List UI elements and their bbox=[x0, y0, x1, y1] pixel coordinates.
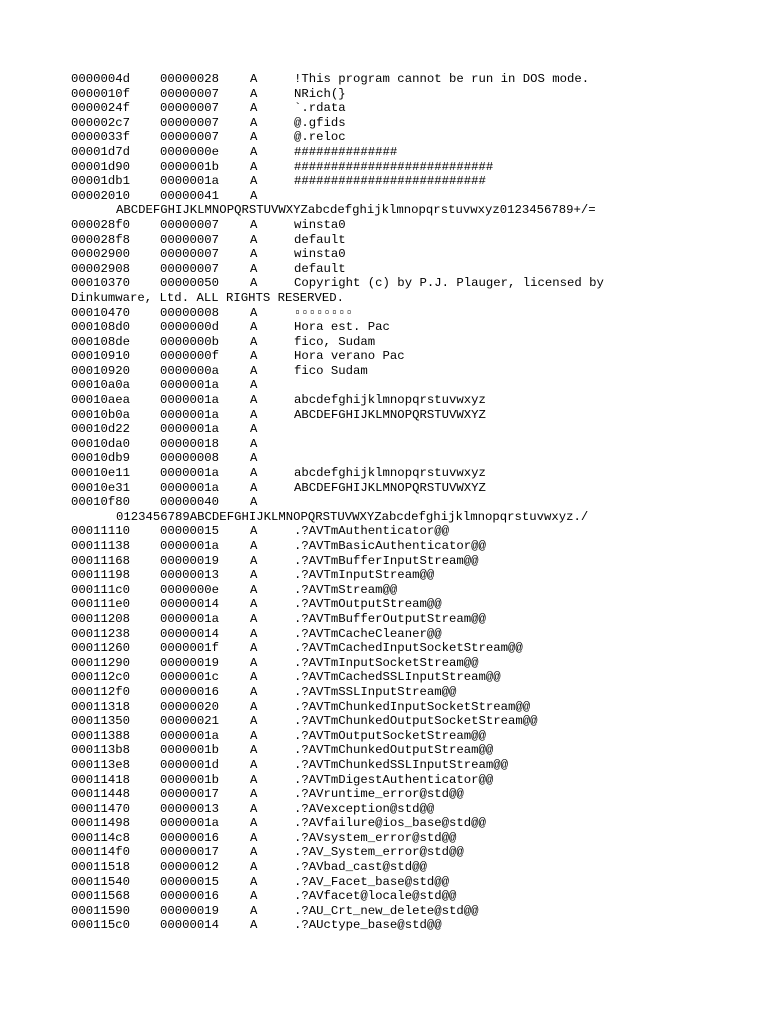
string-text: `.rdata bbox=[294, 101, 346, 116]
string-continuation-line: Dinkumware, Ltd. ALL RIGHTS RESERVED. bbox=[71, 290, 345, 305]
string-text: .?AV_Facet_base@std@@ bbox=[294, 874, 449, 889]
string-entry-row bbox=[71, 408, 751, 423]
string-entry-row bbox=[71, 875, 751, 890]
string-text: .?AU_Crt_new_delete@std@@ bbox=[294, 903, 479, 918]
string-offset: 00011198 bbox=[71, 568, 131, 583]
string-length: 0000001a bbox=[160, 422, 220, 437]
string-length: 0000000f bbox=[160, 349, 220, 364]
string-continuation-line: 0123456789ABCDEFGHIJKLMNOPQRSTUVWXYZabcdefghijklmnopqrstuvwxyz./ bbox=[116, 509, 589, 524]
string-text: !This program cannot be run in DOS mode. bbox=[294, 72, 590, 86]
string-text: .?AVTmChunkedInputSocketStream@@ bbox=[294, 699, 531, 714]
string-offset: 00010e31 bbox=[71, 480, 131, 495]
string-offset: 00010d22 bbox=[71, 422, 131, 437]
string-offset: 00011498 bbox=[71, 816, 131, 831]
string-entry-row bbox=[71, 437, 751, 452]
string-text: ########################### bbox=[294, 159, 494, 174]
string-length: 00000007 bbox=[160, 101, 220, 116]
string-offset: 00010370 bbox=[71, 276, 131, 291]
string-length: 00000019 bbox=[160, 553, 220, 568]
string-length: 00000017 bbox=[160, 787, 220, 802]
string-length: 00000008 bbox=[160, 305, 220, 320]
string-length: 00000007 bbox=[160, 232, 220, 247]
string-length: 00000016 bbox=[160, 684, 220, 699]
string-offset: 00011518 bbox=[71, 860, 131, 875]
string-type: A bbox=[250, 655, 258, 670]
string-entry-row bbox=[71, 904, 751, 919]
string-offset: 00010920 bbox=[71, 363, 131, 378]
string-entry-row bbox=[71, 656, 751, 671]
string-text: .?AVTmBufferOutputStream@@ bbox=[294, 611, 486, 626]
string-text: Hora verano Pac bbox=[294, 349, 405, 364]
string-length: 00000016 bbox=[160, 889, 220, 904]
string-entry-row bbox=[71, 583, 751, 598]
string-text: .?AVTmInputStream@@ bbox=[294, 568, 435, 583]
string-text: .?AVTmDigestAuthenticator@@ bbox=[294, 772, 494, 787]
string-type: A bbox=[250, 582, 258, 597]
string-text: .?AVfacet@locale@std@@ bbox=[294, 889, 457, 904]
string-entry-row bbox=[71, 758, 751, 773]
string-text: default bbox=[294, 261, 346, 276]
string-offset: 00011110 bbox=[71, 524, 131, 539]
string-entry-row bbox=[71, 495, 751, 510]
string-entry-row bbox=[71, 189, 751, 204]
string-entry-row bbox=[71, 145, 751, 160]
string-length: 00000012 bbox=[160, 860, 220, 875]
string-type: A bbox=[250, 597, 258, 612]
string-length: 00000014 bbox=[160, 597, 220, 612]
string-entry-row bbox=[71, 233, 751, 248]
string-length: 00000007 bbox=[160, 217, 220, 232]
string-text: fico, Sudam bbox=[294, 334, 376, 349]
string-offset: 000028f8 bbox=[71, 232, 131, 247]
string-type: A bbox=[250, 232, 258, 247]
strings-listing bbox=[71, 72, 751, 933]
string-entry-row bbox=[71, 714, 751, 729]
string-offset: 00010b0a bbox=[71, 407, 131, 422]
string-entry-row bbox=[71, 262, 751, 277]
string-type: A bbox=[250, 334, 258, 349]
string-type: A bbox=[250, 918, 258, 933]
string-length: 0000001b bbox=[160, 743, 220, 758]
string-text: .?AVTmAuthenticator@@ bbox=[294, 524, 449, 539]
string-offset: 00011260 bbox=[71, 641, 131, 656]
string-length: 0000000d bbox=[160, 320, 220, 335]
string-entry-row bbox=[71, 524, 751, 539]
string-offset: 000115c0 bbox=[71, 918, 131, 933]
string-text: .?AVTmChunkedSSLInputStream@@ bbox=[294, 757, 509, 772]
string-entry-row bbox=[71, 160, 751, 175]
string-type: A bbox=[250, 772, 258, 787]
string-entry-row bbox=[71, 101, 751, 116]
string-text: .?AVbad_cast@std@@ bbox=[294, 860, 427, 875]
string-entry-row bbox=[71, 364, 751, 379]
string-type: A bbox=[250, 816, 258, 831]
string-type: A bbox=[250, 903, 258, 918]
string-type: A bbox=[250, 641, 258, 656]
string-text: abcdefghijklmnopqrstuvwxyz bbox=[294, 466, 486, 481]
string-entry-row bbox=[71, 72, 751, 87]
string-type: A bbox=[250, 188, 258, 203]
string-type: A bbox=[250, 363, 258, 378]
string-type: A bbox=[250, 699, 258, 714]
string-length: 00000013 bbox=[160, 801, 220, 816]
string-type: A bbox=[250, 407, 258, 422]
string-offset: 00011418 bbox=[71, 772, 131, 787]
string-text: .?AVTmChunkedOutputSocketStream@@ bbox=[294, 714, 538, 729]
string-length: 00000007 bbox=[160, 86, 220, 101]
string-entry-row bbox=[71, 335, 751, 350]
string-text: .?AVexception@std@@ bbox=[294, 801, 435, 816]
string-length: 00000020 bbox=[160, 699, 220, 714]
string-type: A bbox=[250, 86, 258, 101]
string-offset: 000028f0 bbox=[71, 217, 131, 232]
string-length: 00000017 bbox=[160, 845, 220, 860]
string-offset: 000114c8 bbox=[71, 830, 131, 845]
string-text: .?AVTmBufferInputStream@@ bbox=[294, 553, 479, 568]
string-length: 0000001d bbox=[160, 757, 220, 772]
string-text: .?AVTmStream@@ bbox=[294, 582, 398, 597]
string-offset: 00011388 bbox=[71, 728, 131, 743]
string-type: A bbox=[250, 845, 258, 860]
string-type: A bbox=[250, 130, 258, 145]
string-entry-row bbox=[71, 451, 751, 466]
string-offset: 00010da0 bbox=[71, 436, 131, 451]
string-offset: 00011448 bbox=[71, 787, 131, 802]
string-length: 0000001a bbox=[160, 539, 220, 553]
string-type: A bbox=[250, 247, 258, 262]
string-entry-row bbox=[71, 816, 751, 831]
string-offset: 00011540 bbox=[71, 874, 131, 889]
string-type: A bbox=[250, 422, 258, 437]
string-length: 0000001a bbox=[160, 407, 220, 422]
string-offset: 00011470 bbox=[71, 801, 131, 816]
string-offset: 0000024f bbox=[71, 101, 131, 116]
string-length: 00000007 bbox=[160, 247, 220, 262]
string-entry-row bbox=[71, 670, 751, 685]
string-entry-row bbox=[71, 378, 751, 393]
string-offset: 00010910 bbox=[71, 349, 131, 364]
string-length: 00000013 bbox=[160, 568, 220, 583]
string-offset: 000111e0 bbox=[71, 597, 131, 612]
string-length: 0000001a bbox=[160, 378, 220, 393]
string-entry-row bbox=[71, 685, 751, 700]
string-length: 0000001a bbox=[160, 174, 220, 189]
string-offset: 000114f0 bbox=[71, 845, 131, 860]
string-length: 0000001a bbox=[160, 611, 220, 626]
string-length: 00000040 bbox=[160, 495, 220, 510]
string-entry-row bbox=[71, 554, 751, 569]
string-type: A bbox=[250, 174, 258, 189]
string-length: 0000001b bbox=[160, 772, 220, 787]
string-text: abcdefghijklmnopqrstuvwxyz bbox=[294, 393, 486, 408]
string-type: A bbox=[250, 495, 258, 510]
string-text: fico Sudam bbox=[294, 363, 368, 378]
string-entry-row bbox=[71, 87, 751, 102]
string-length: 00000014 bbox=[160, 918, 220, 933]
string-length: 00000015 bbox=[160, 524, 220, 539]
string-entry-row bbox=[71, 218, 751, 233]
string-type: A bbox=[250, 830, 258, 845]
string-length: 00000028 bbox=[160, 72, 220, 86]
string-entry-row bbox=[71, 174, 751, 189]
string-type: A bbox=[250, 801, 258, 816]
string-type: A bbox=[250, 349, 258, 364]
string-type: A bbox=[250, 524, 258, 539]
string-entry-row bbox=[71, 802, 751, 817]
string-continuation-line: ABCDEFGHIJKLMNOPQRSTUVWXYZabcdefghijklmnopqrstuvwxyz0123456789+/= bbox=[116, 203, 596, 218]
string-length: 00000019 bbox=[160, 655, 220, 670]
string-length: 0000000e bbox=[160, 582, 220, 597]
string-offset: 00010470 bbox=[71, 305, 131, 320]
string-text: .?AVTmInputSocketStream@@ bbox=[294, 655, 479, 670]
string-offset: 000112f0 bbox=[71, 684, 131, 699]
string-text: .?AVruntime_error@std@@ bbox=[294, 787, 464, 802]
string-offset: 00001db1 bbox=[71, 174, 131, 189]
string-offset: 00010db9 bbox=[71, 451, 131, 466]
string-length: 00000018 bbox=[160, 436, 220, 451]
string-offset: 0000010f bbox=[71, 86, 131, 101]
string-entry-row bbox=[71, 130, 751, 145]
string-offset: 00011168 bbox=[71, 553, 131, 568]
string-entry-row bbox=[71, 116, 751, 131]
string-length: 0000001a bbox=[160, 816, 220, 831]
string-text: Copyright (c) by P.J. Plauger, licensed by bbox=[294, 276, 604, 291]
string-type: A bbox=[250, 115, 258, 130]
string-text: @.gfids bbox=[294, 115, 346, 130]
string-text: @.reloc bbox=[294, 130, 346, 145]
string-type: A bbox=[250, 553, 258, 568]
string-text: .?AV_System_error@std@@ bbox=[294, 845, 464, 860]
string-type: A bbox=[250, 860, 258, 875]
string-type: A bbox=[250, 714, 258, 729]
string-text: .?AVTmChunkedOutputStream@@ bbox=[294, 743, 494, 758]
string-length: 0000001c bbox=[160, 670, 220, 685]
string-text: .?AVTmCachedSSLInputStream@@ bbox=[294, 670, 501, 685]
string-length: 0000000a bbox=[160, 363, 220, 378]
string-length: 0000001f bbox=[160, 641, 220, 656]
string-text: .?AVsystem_error@std@@ bbox=[294, 830, 457, 845]
string-length: 00000050 bbox=[160, 276, 220, 291]
string-entry-row bbox=[71, 627, 751, 642]
string-entry-row bbox=[71, 773, 751, 788]
string-type: A bbox=[250, 480, 258, 495]
string-entry-row bbox=[71, 831, 751, 846]
string-type: A bbox=[250, 670, 258, 685]
string-length: 00000007 bbox=[160, 115, 220, 130]
string-offset: 000108d0 bbox=[71, 320, 131, 335]
string-entry-row bbox=[71, 247, 751, 262]
string-length: 0000001a bbox=[160, 466, 220, 481]
string-type: A bbox=[250, 728, 258, 743]
string-type: A bbox=[250, 684, 258, 699]
string-offset: 00001d90 bbox=[71, 159, 131, 174]
string-type: A bbox=[250, 101, 258, 116]
string-type: A bbox=[250, 874, 258, 889]
string-offset: 00010aea bbox=[71, 393, 131, 408]
string-type: A bbox=[250, 320, 258, 335]
string-type: A bbox=[250, 217, 258, 232]
string-type: A bbox=[250, 539, 258, 553]
string-entry-row bbox=[71, 787, 751, 802]
string-length: 00000019 bbox=[160, 903, 220, 918]
string-entry-row bbox=[71, 422, 751, 437]
string-text: ABCDEFGHIJKLMNOPQRSTUVWXYZ bbox=[294, 480, 486, 495]
string-length: 00000041 bbox=[160, 188, 220, 203]
string-text: .?AVTmCacheCleaner@@ bbox=[294, 626, 442, 641]
string-offset: 0000004d bbox=[71, 72, 131, 86]
string-text: Hora est. Pac bbox=[294, 320, 390, 335]
string-length: 00000007 bbox=[160, 261, 220, 276]
string-offset: 00010a0a bbox=[71, 378, 131, 393]
string-type: A bbox=[250, 378, 258, 393]
string-type: A bbox=[250, 393, 258, 408]
string-entry-row bbox=[71, 889, 751, 904]
string-offset: 00011318 bbox=[71, 699, 131, 714]
string-offset: 000112c0 bbox=[71, 670, 131, 685]
string-entry-row bbox=[71, 481, 751, 496]
string-type: A bbox=[250, 743, 258, 758]
string-text: winsta0 bbox=[294, 247, 346, 262]
string-text: ABCDEFGHIJKLMNOPQRSTUVWXYZ bbox=[294, 407, 486, 422]
string-offset: 00002900 bbox=[71, 247, 131, 262]
string-text: .?AVTmSSLInputStream@@ bbox=[294, 684, 457, 699]
string-text: .?AUctype_base@std@@ bbox=[294, 918, 442, 933]
string-offset: 00011568 bbox=[71, 889, 131, 904]
string-offset: 000111c0 bbox=[71, 582, 131, 597]
string-length: 00000008 bbox=[160, 451, 220, 466]
string-entry-row bbox=[71, 349, 751, 364]
string-text: winsta0 bbox=[294, 217, 346, 232]
string-length: 00000016 bbox=[160, 830, 220, 845]
string-offset: 000113e8 bbox=[71, 757, 131, 772]
string-text: .?AVfailure@ios_base@std@@ bbox=[294, 816, 486, 831]
string-entry-row bbox=[71, 729, 751, 744]
string-length: 0000001b bbox=[160, 159, 220, 174]
string-length: 0000001a bbox=[160, 728, 220, 743]
string-offset: 00010e11 bbox=[71, 466, 131, 481]
string-entry-row bbox=[71, 641, 751, 656]
string-text: .?AVTmBasicAuthenticator@@ bbox=[294, 539, 486, 553]
string-length: 0000000b bbox=[160, 334, 220, 349]
string-entry-row bbox=[71, 700, 751, 715]
string-entry-row bbox=[71, 918, 751, 933]
string-type: A bbox=[250, 626, 258, 641]
string-entry-row bbox=[71, 743, 751, 758]
string-text: NRich(} bbox=[294, 86, 346, 101]
string-length: 0000001a bbox=[160, 480, 220, 495]
string-type: A bbox=[250, 144, 258, 159]
string-type: A bbox=[250, 305, 258, 320]
string-entry-row bbox=[71, 306, 751, 321]
string-length: 00000007 bbox=[160, 130, 220, 145]
string-type: A bbox=[250, 787, 258, 802]
string-offset: 00011208 bbox=[71, 611, 131, 626]
string-offset: 00002908 bbox=[71, 261, 131, 276]
string-type: A bbox=[250, 466, 258, 481]
string-length: 00000014 bbox=[160, 626, 220, 641]
string-type: A bbox=[250, 159, 258, 174]
string-type: A bbox=[250, 72, 258, 86]
string-text: ########################## bbox=[294, 174, 486, 189]
string-type: A bbox=[250, 276, 258, 291]
string-entry-row bbox=[71, 393, 751, 408]
string-entry-row bbox=[71, 860, 751, 875]
string-entry-row bbox=[71, 539, 751, 554]
string-offset: 00001d7d bbox=[71, 144, 131, 159]
string-entry-row bbox=[71, 845, 751, 860]
string-type: A bbox=[250, 889, 258, 904]
string-offset: 000002c7 bbox=[71, 115, 131, 130]
string-type: A bbox=[250, 451, 258, 466]
string-text: default bbox=[294, 232, 346, 247]
string-entry-row bbox=[71, 466, 751, 481]
string-offset: 00011290 bbox=[71, 655, 131, 670]
string-length: 00000021 bbox=[160, 714, 220, 729]
string-text: ▫▫▫▫▫▫▫▫ bbox=[294, 305, 354, 320]
string-entry-row bbox=[71, 320, 751, 335]
string-offset: 00011138 bbox=[71, 539, 131, 553]
string-type: A bbox=[250, 436, 258, 451]
string-offset: 0000033f bbox=[71, 130, 131, 145]
string-type: A bbox=[250, 757, 258, 772]
string-length: 00000015 bbox=[160, 874, 220, 889]
string-offset: 00002010 bbox=[71, 188, 131, 203]
string-entry-row bbox=[71, 612, 751, 627]
string-type: A bbox=[250, 568, 258, 583]
string-offset: 00010f80 bbox=[71, 495, 131, 510]
string-text: .?AVTmCachedInputSocketStream@@ bbox=[294, 641, 523, 656]
string-entry-row bbox=[71, 568, 751, 583]
string-text: .?AVTmOutputStream@@ bbox=[294, 597, 442, 612]
string-offset: 00011590 bbox=[71, 903, 131, 918]
string-entry-row bbox=[71, 276, 751, 291]
string-offset: 000108de bbox=[71, 334, 131, 349]
string-type: A bbox=[250, 261, 258, 276]
string-text: ############## bbox=[294, 144, 398, 159]
string-length: 0000000e bbox=[160, 144, 220, 159]
string-offset: 000113b8 bbox=[71, 743, 131, 758]
string-entry-row bbox=[71, 597, 751, 612]
string-text: .?AVTmOutputSocketStream@@ bbox=[294, 728, 486, 743]
string-offset: 00011350 bbox=[71, 714, 131, 729]
string-offset: 00011238 bbox=[71, 626, 131, 641]
string-type: A bbox=[250, 611, 258, 626]
string-length: 0000001a bbox=[160, 393, 220, 408]
